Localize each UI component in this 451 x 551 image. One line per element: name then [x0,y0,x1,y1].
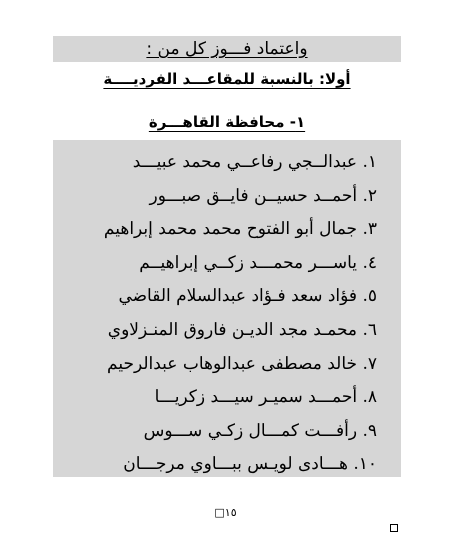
names-panel [53,140,401,477]
header-bar [53,36,401,62]
list-item: ١٠. هـــادى لويـس ببـــاوي مرجـــان [123,454,377,475]
page-heading: واعتماد فـــوز كل من : [146,39,308,59]
section-subtitle: أولا: بالنسبة للمقاعـــد الفرديــــة [103,70,351,88]
list-item: ١. عبدالــجي رفاعــي محمد عبيـــد [132,152,377,172]
page-number: □١٥ [214,506,237,519]
governorate-heading: ١- محافظة القاهـــرة [148,113,306,131]
list-item: ٩. رأفـــت كمـــال زكـي ســـوس [143,420,377,441]
list-item: ٤. ياســـر محمـــد زكــي إبراهيــم [139,252,377,273]
square-outline-icon [390,524,398,532]
list-item: ٣. جمال أبو الفتوح محمد محمد إبراهيم [103,219,377,240]
list-item: ٨. أحمـــد سميـر سيـــد زكريـــا [154,387,377,408]
list-item: ٢. أحمــد حسيــن فايــق صبـــور [149,185,377,206]
list-item: ٥. فؤاد سعد فـؤاد عبدالسلام القاضي [118,286,377,307]
list-item: ٦. محمـد مجد الديـن فاروق المنـزلاوي [107,319,377,340]
names-list [53,140,401,482]
list-item: ٧. خالد مصطفى عبدالوهاب عبدالرحيم [107,353,377,374]
